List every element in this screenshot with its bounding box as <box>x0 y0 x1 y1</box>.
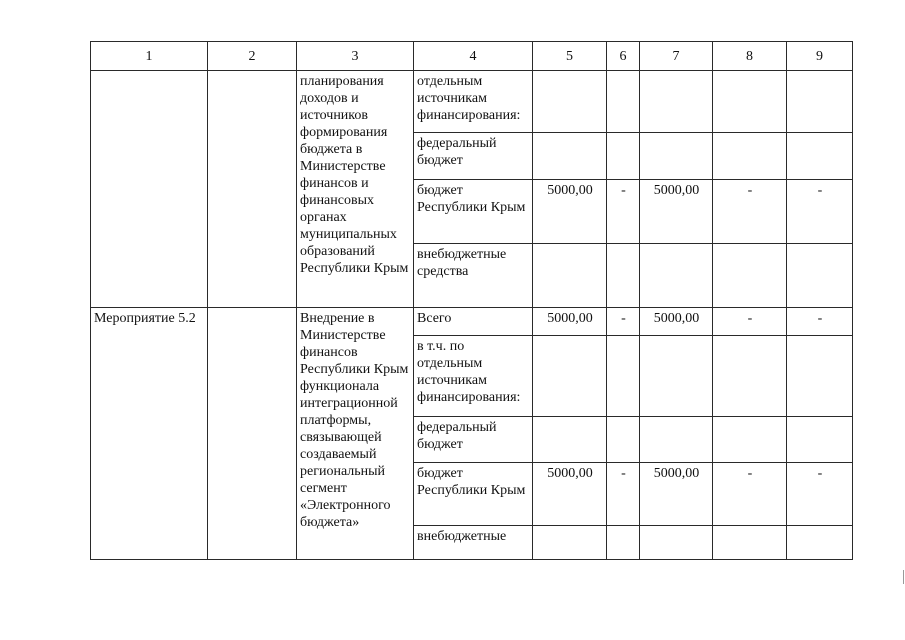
source-label: бюджет Республики Крым <box>414 463 533 526</box>
header-col-7: 7 <box>640 42 713 71</box>
value-col9 <box>787 244 853 308</box>
measure-col2-cell <box>208 308 297 560</box>
value-col7 <box>640 133 713 180</box>
value-col9 <box>787 133 853 180</box>
value-col5: 5000,00 <box>533 308 607 336</box>
value-col7: 5000,00 <box>640 308 713 336</box>
value-col7 <box>640 336 713 417</box>
measure-title: Мероприятие 5.2 <box>91 308 208 560</box>
value-col5 <box>533 244 607 308</box>
header-col-2: 2 <box>208 42 297 71</box>
source-label: внебюджетные <box>414 526 533 560</box>
cont-description: планирования доходов и источников формирования бюджета в Министерстве финансов и финансовых органах муниципальных образований Республики Крым <box>297 71 414 308</box>
value-col5 <box>533 417 607 463</box>
value-col8 <box>713 417 787 463</box>
value-col8: - <box>713 180 787 244</box>
value-col6 <box>607 244 640 308</box>
value-col6: - <box>607 463 640 526</box>
value-col8: - <box>713 308 787 336</box>
value-col9 <box>787 417 853 463</box>
value-col7 <box>640 71 713 133</box>
value-col9: - <box>787 308 853 336</box>
header-col-9: 9 <box>787 42 853 71</box>
value-col6 <box>607 71 640 133</box>
header-col-3: 3 <box>297 42 414 71</box>
header-col-6: 6 <box>607 42 640 71</box>
source-label: отдельным источникам финансирования: <box>414 71 533 133</box>
value-col9 <box>787 526 853 560</box>
value-col8 <box>713 336 787 417</box>
source-label: Всего <box>414 308 533 336</box>
source-label: федеральный бюджет <box>414 133 533 180</box>
value-col7 <box>640 417 713 463</box>
value-col9: - <box>787 180 853 244</box>
value-col6 <box>607 526 640 560</box>
value-col5: 5000,00 <box>533 463 607 526</box>
value-col5 <box>533 526 607 560</box>
value-col7: 5000,00 <box>640 180 713 244</box>
value-col5: 5000,00 <box>533 180 607 244</box>
header-col-4: 4 <box>414 42 533 71</box>
scan-edge-mark <box>903 570 904 584</box>
value-col8 <box>713 244 787 308</box>
header-col-5: 5 <box>533 42 607 71</box>
table-row <box>91 71 853 133</box>
header-col-8: 8 <box>713 42 787 71</box>
value-col6: - <box>607 180 640 244</box>
value-col9 <box>787 71 853 133</box>
value-col5 <box>533 71 607 133</box>
value-col8 <box>713 71 787 133</box>
header-row <box>91 42 853 71</box>
source-label: внебюджетные средства <box>414 244 533 308</box>
value-col5 <box>533 336 607 417</box>
source-label: федеральный бюджет <box>414 417 533 463</box>
header-col-1: 1 <box>91 42 208 71</box>
measure-description: Внедрение в Министерстве финансов Республики Крым функционала интеграционной платформы, связывающей создаваемый региональный сегмент «Электронного бюджета» <box>297 308 414 560</box>
value-col6 <box>607 417 640 463</box>
value-col9: - <box>787 463 853 526</box>
value-col9 <box>787 336 853 417</box>
value-col8: - <box>713 463 787 526</box>
cont-col2-cell <box>208 71 297 308</box>
value-col8 <box>713 133 787 180</box>
source-label: бюджет Республики Крым <box>414 180 533 244</box>
value-col6 <box>607 133 640 180</box>
value-col8 <box>713 526 787 560</box>
value-col5 <box>533 133 607 180</box>
value-col6: - <box>607 308 640 336</box>
source-label: в т.ч. по отдельным источникам финансирования: <box>414 336 533 417</box>
financing-table <box>90 41 853 560</box>
cont-col1-cell <box>91 71 208 308</box>
value-col6 <box>607 336 640 417</box>
value-col7 <box>640 244 713 308</box>
value-col7: 5000,00 <box>640 463 713 526</box>
table-row <box>91 308 853 336</box>
value-col7 <box>640 526 713 560</box>
